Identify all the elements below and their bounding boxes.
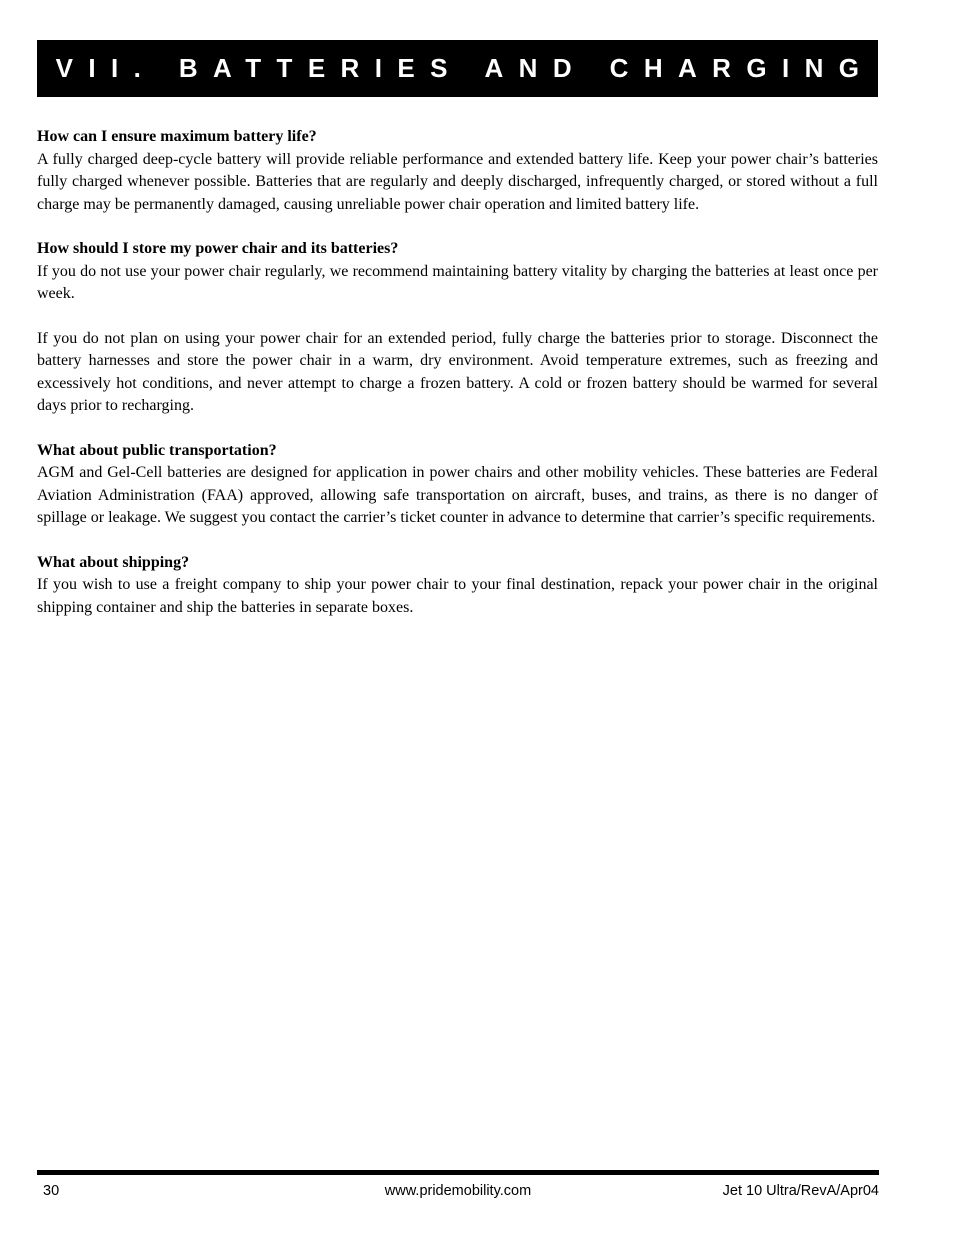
- website-url: www.pridemobility.com: [384, 1183, 532, 1199]
- faq-section-shipping: [37, 552, 878, 620]
- page-footer: [37, 1181, 879, 1201]
- faq-answer: If you do not use your power chair regularly, we recommend maintaining battery vitality by charging the batteries at least once per week.: [37, 262, 878, 302]
- faq-section-storage: [37, 238, 878, 418]
- faq-question: What about public transportation?: [37, 441, 277, 459]
- faq-section-battery-life: [37, 126, 878, 216]
- faq-section-public-transportation: [37, 440, 878, 530]
- section-header-bar: [37, 40, 878, 97]
- faq-question: What about shipping?: [37, 553, 190, 571]
- faq-question: How should I store my power chair and its batteries?: [37, 240, 399, 257]
- faq-answer: AGM and Gel-Cell batteries are designed for application in power chairs and other mobility vehicles. These batteries are Federal Aviation Administration (FAA) approved, allowing safe transportation on aircraft, buses, and trains, as there is no danger of spillage or leakage. We suggest you contact the carrier’s ticket counter in advance to determine that carrier’s specific requirements.: [37, 464, 878, 526]
- footer-divider: [37, 1170, 879, 1175]
- faq-answer: A fully charged deep-cycle battery will provide reliable performance and extended battery life. Keep your power chair’s batteries fully charged whenever possible. Batteries that are regularly and deeply discharged, infrequently charged, or stored without a full charge may be permanently damaged, causing unreliable power chair operation and limited battery life.: [37, 150, 878, 213]
- faq-answer: If you do not plan on using your power chair for an extended period, fully charge the batteries prior to storage. Disconnect the battery harnesses and store the power chair in a warm, dry environment. Avoid temperature extremes, such as freezing and excessively hot conditions, and never attempt to charge a frozen battery. A cold or frozen battery should be warmed for several days prior to recharging.: [37, 329, 878, 414]
- page-number: 30: [43, 1183, 60, 1199]
- faq-answer: If you wish to use a freight company to ship your power chair to your final destination, repack your power chair in the original shipping container and ship the batteries in separate boxes.: [37, 576, 878, 616]
- section-title: VII. BATTERIES AND CHARGING: [55, 53, 875, 83]
- main-content: [37, 126, 878, 641]
- document-revision-id: Jet 10 Ultra/RevA/Apr04: [722, 1183, 879, 1199]
- faq-question: How can I ensure maximum battery life?: [37, 128, 317, 145]
